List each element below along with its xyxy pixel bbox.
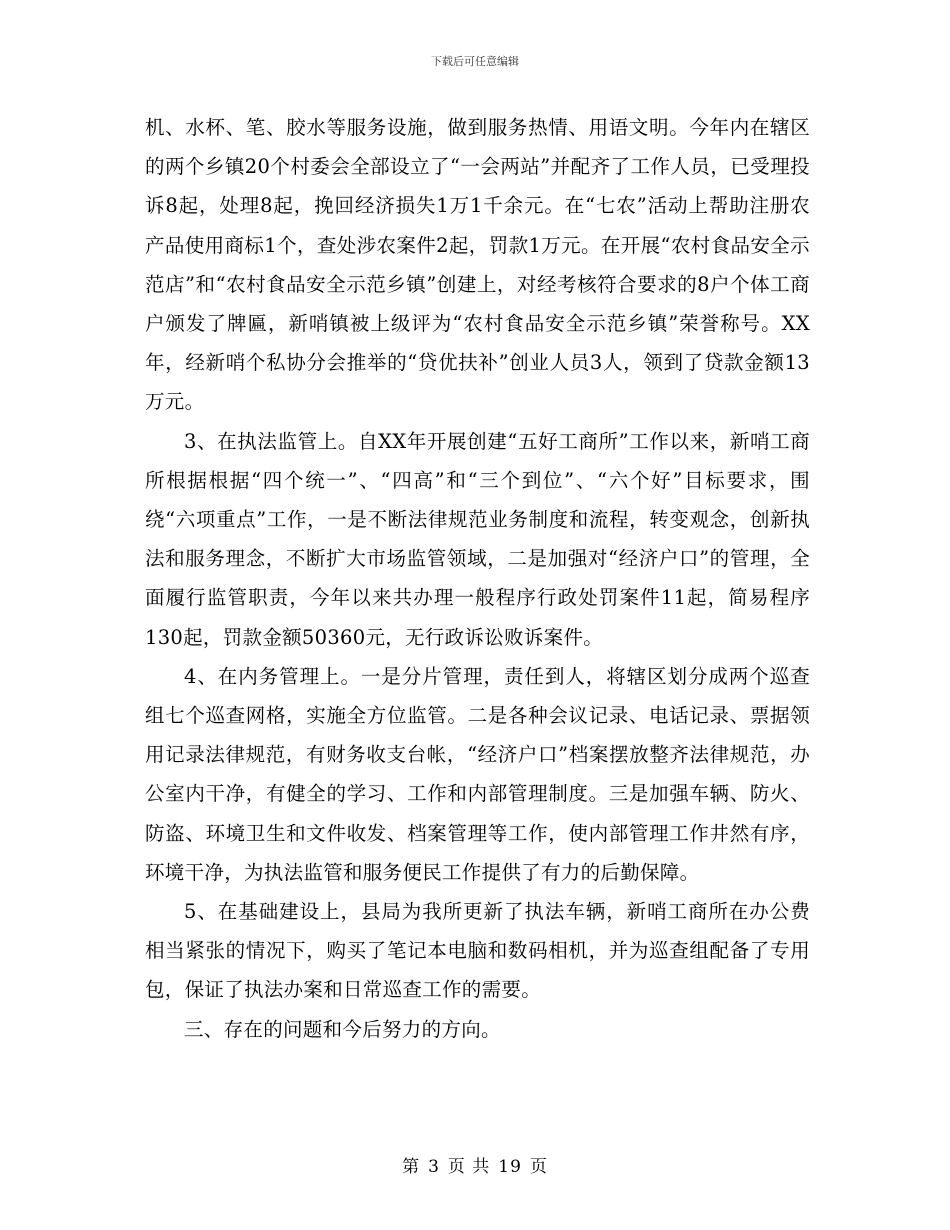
- current-page-number: 3: [428, 1157, 440, 1177]
- paragraph-continuation: 机、水杯、笔、胶水等服务设施，做到服务热情、用语文明。今年内在辖区的两个乡镇20个村委会全部设立了“一会两站”并配齐了工作人员，已受理投诉8起，处理8起，挽回经济损失1万1千余元。在“七农”活动上帮助注册农产品使用商标1个，查处涉农案件2起，罚款1万元。在开展“农村食品安全示范店”和“农村食品安全示范乡镇”创建上，对经考核符合要求的8户个体工商户颁发了牌匾，新哨镇被上级评为“农村食品安全示范乡镇”荣誉称号。XX年，经新哨个私协分会推举的“贷优扶补”创业人员3人，领到了贷款金额13万元。: [145, 116, 810, 414]
- section-heading-problems: 三、存在的问题和今后努力的方向。: [184, 1017, 501, 1041]
- footer-prefix: 第: [402, 1157, 421, 1177]
- header-note: 下载后可任意编辑: [431, 55, 519, 68]
- total-pages-number: 19: [498, 1157, 522, 1177]
- paragraph-internal-affairs: 4、在内务管理上。一是分片管理，责任到人，将辖区划分成两个巡查组七个巡查网格，实施全方位监管。二是各种会议记录、电话记录、票据领用记录法律规范，有财务收支台帐，“经济户口”档案摆放整齐法律规范，办公室内干净，有健全的学习、工作和内部管理制度。三是加强车辆、防火、防盗、环境卫生和文件收发、档案管理等工作，使内部管理工作井然有序，环境干净，为执法监管和服务便民工作提供了有力的后勤保障。: [145, 664, 810, 884]
- paragraph-infrastructure: 5、在基础建设上，县局为我所更新了执法车辆，新哨工商所在办公费相当紧张的情况下，购买了笔记本电脑和数码相机，并为巡查组配备了专用包，保证了执法办案和日常巡查工作的需要。: [145, 900, 810, 1002]
- footer-middle: 页 共: [447, 1157, 491, 1177]
- footer-suffix: 页: [529, 1157, 548, 1177]
- document-body: [145, 108, 810, 1049]
- page-number-footer: [0, 1152, 950, 1177]
- paragraph-enforcement: 3、在执法监管上。自XX年开展创建“五好工商所”工作以来，新哨工商所根据根据“四个统一”、“四高”和“三个到位”、“六个好”目标要求，围绕“六项重点”工作，一是不断法律规范业务制度和流程，转变观念，创新执法和服务理念，不断扩大市场监管领域，二是加强对“经济户口”的管理，全面履行监管职责，今年以来共办理一般程序行政处罚案件11起，简易程序130起，罚款金额50360元，无行政诉讼败诉案件。: [145, 429, 810, 649]
